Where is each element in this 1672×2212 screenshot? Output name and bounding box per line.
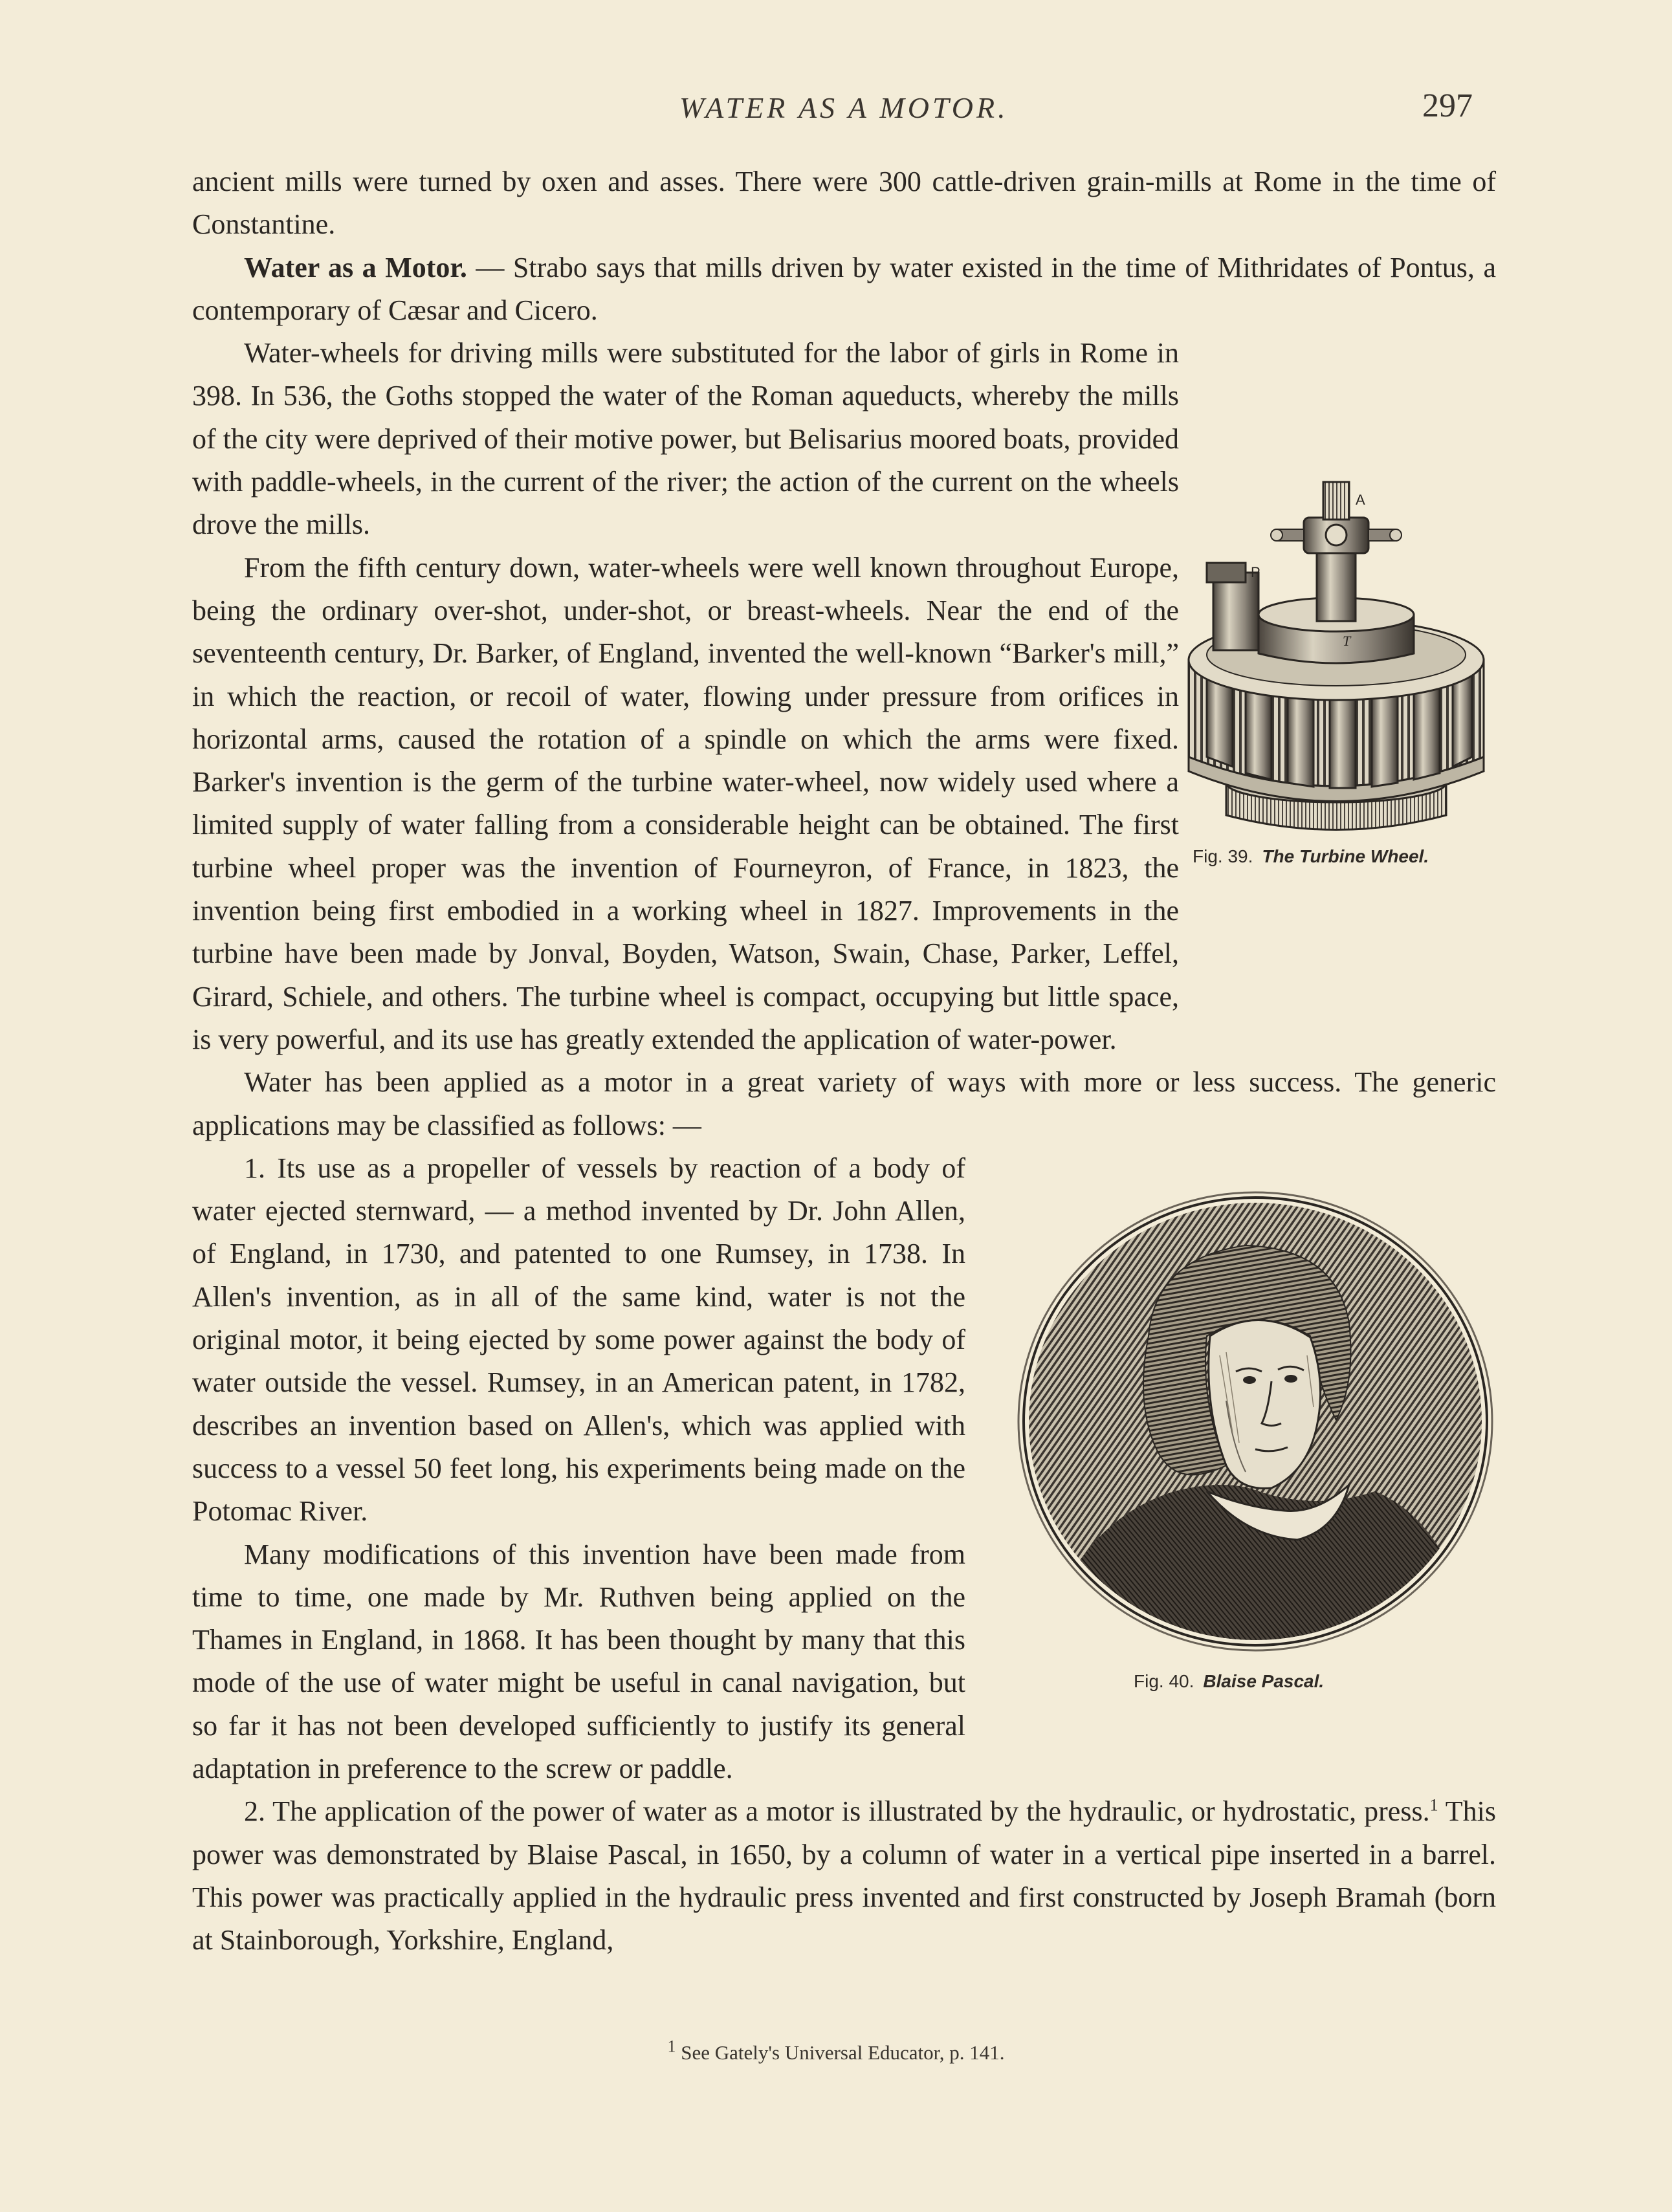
paragraph-text: 2. The application of the power of water as a motor is illustrated by the hydraulic, or hydrostatic, press.	[244, 1795, 1430, 1828]
blaise-pascal-portrait	[1013, 1187, 1498, 1656]
paragraph-water-as-motor	[192, 246, 1496, 333]
figure-letter-t: T	[1343, 633, 1351, 649]
figure-39-title: The Turbine Wheel.	[1262, 846, 1429, 866]
paragraph-hydraulic-press	[192, 1790, 1496, 1962]
paragraph-propeller: 1. Its use as a propeller of vessels by reaction of a body of water ejected sternward, — a method invented by Dr. John Allen, of England, in 1730, and patented to one Rumsey, in 1738. In Allen's invention, as in all of the same kind, water is not the original motor, it being ejected by some power against the body of water outside the vessel. Rumsey, in an American patent, in 1782, describes an invention based on Allen's, which was applied with success to a vessel 50 feet long, his experiments being made on the Potomac River.	[192, 1152, 965, 1528]
section-heading: Water as a Motor.	[244, 251, 467, 283]
figure-40-title: Blaise Pascal.	[1203, 1671, 1325, 1691]
turbine-wheel-illustration	[1181, 479, 1491, 838]
paragraph-water-wheels-rome: Water-wheels for driving mills were substituted for the labor of girls in Rome in 398. In 536, the Goths stopped the water of the Roman aqueducts, whereby the mills of the city were deprived of their motive power, but Belisarius moored boats, provided with paddle-wheels, in the current of the river; the action of the current on the wheels drove the mills.	[192, 337, 1179, 541]
paragraph-mills-oxen: ancient mills were turned by oxen and asses. There were 300 cattle-driven grain-mills at Rome in the time of Constantine.	[192, 166, 1496, 241]
figure-letter-p: P	[1251, 564, 1260, 580]
footnote-text: See Gately's Universal Educator, p. 141.	[676, 2041, 1005, 2064]
figure-40-caption	[1134, 1671, 1324, 1692]
paragraph-modifications: Many modifications of this invention have been made from time to time, one made by Mr. Ruthven being applied on the Thames in England, in 1868. It has been thought by many that this mode of the use of water might be useful in canal navigation, but so far it has not been developed sufficiently to justify its general adaptation in preference to the screw or paddle.	[192, 1538, 965, 1784]
page-number: 297	[1422, 87, 1473, 124]
figure-40-label: Fig. 40.	[1134, 1671, 1194, 1691]
figure-39-caption	[1193, 846, 1429, 867]
paragraph-fifth-century: From the fifth century down, water-wheels were well known throughout Europe, being the ordinary over-shot, under-shot, or breast-wheels. Near the end of the seventeenth century, Dr. Barker, of England, invented the well-known “Barker's mill,” in which the reaction, or recoil of water, flowing under pressure from orifices in horizontal arms, caused the rotation of a spindle on which the arms were fixed. Barker's invention is the germ of the turbine water-wheel, now widely used where a limited supply of water falling from a considerable height can be obtained. The first turbine wheel proper was the invention of Fourneyron, of France, in 1823, the invention being first embodied in a working wheel in 1827. Improvements in the turbine have been made by Jonval, Boyden, Watson, Swain, Chase, Parker, Leffel, Girard, Schiele, and others. The turbine wheel is compact, occupying but little space, is very powerful, and its use has greatly extended the application of water-power.	[192, 551, 1179, 1055]
figure-letter-a: A	[1356, 492, 1365, 508]
footnote	[0, 2037, 1672, 2064]
paragraph-text: — Strabo says that mills driven by water existed in the time of Mithridates of Pontus, a contemporary of Cæsar and Cicero.	[192, 251, 1496, 326]
running-head	[0, 87, 1672, 136]
paragraph-text: This power was demonstrated by Blaise Pascal, in 1650, by a column of water in a vertical pipe inserted in a barrel. This power was practically applied in the hydraulic press invented and first constructed by Joseph Bramah (born at Stainborough, Yorkshire, England,	[192, 1795, 1496, 1956]
running-title: WATER AS A MOTOR.	[679, 91, 1009, 124]
footnote-reference: 1	[1429, 1795, 1438, 1815]
paragraph-generic-applications: Water has been applied as a motor in a great variety of ways with more or less success. The generic applications may be classified as follows: —	[192, 1066, 1496, 1141]
footnote-marker: 1	[667, 2037, 676, 2056]
figure-39-label: Fig. 39.	[1193, 846, 1253, 866]
